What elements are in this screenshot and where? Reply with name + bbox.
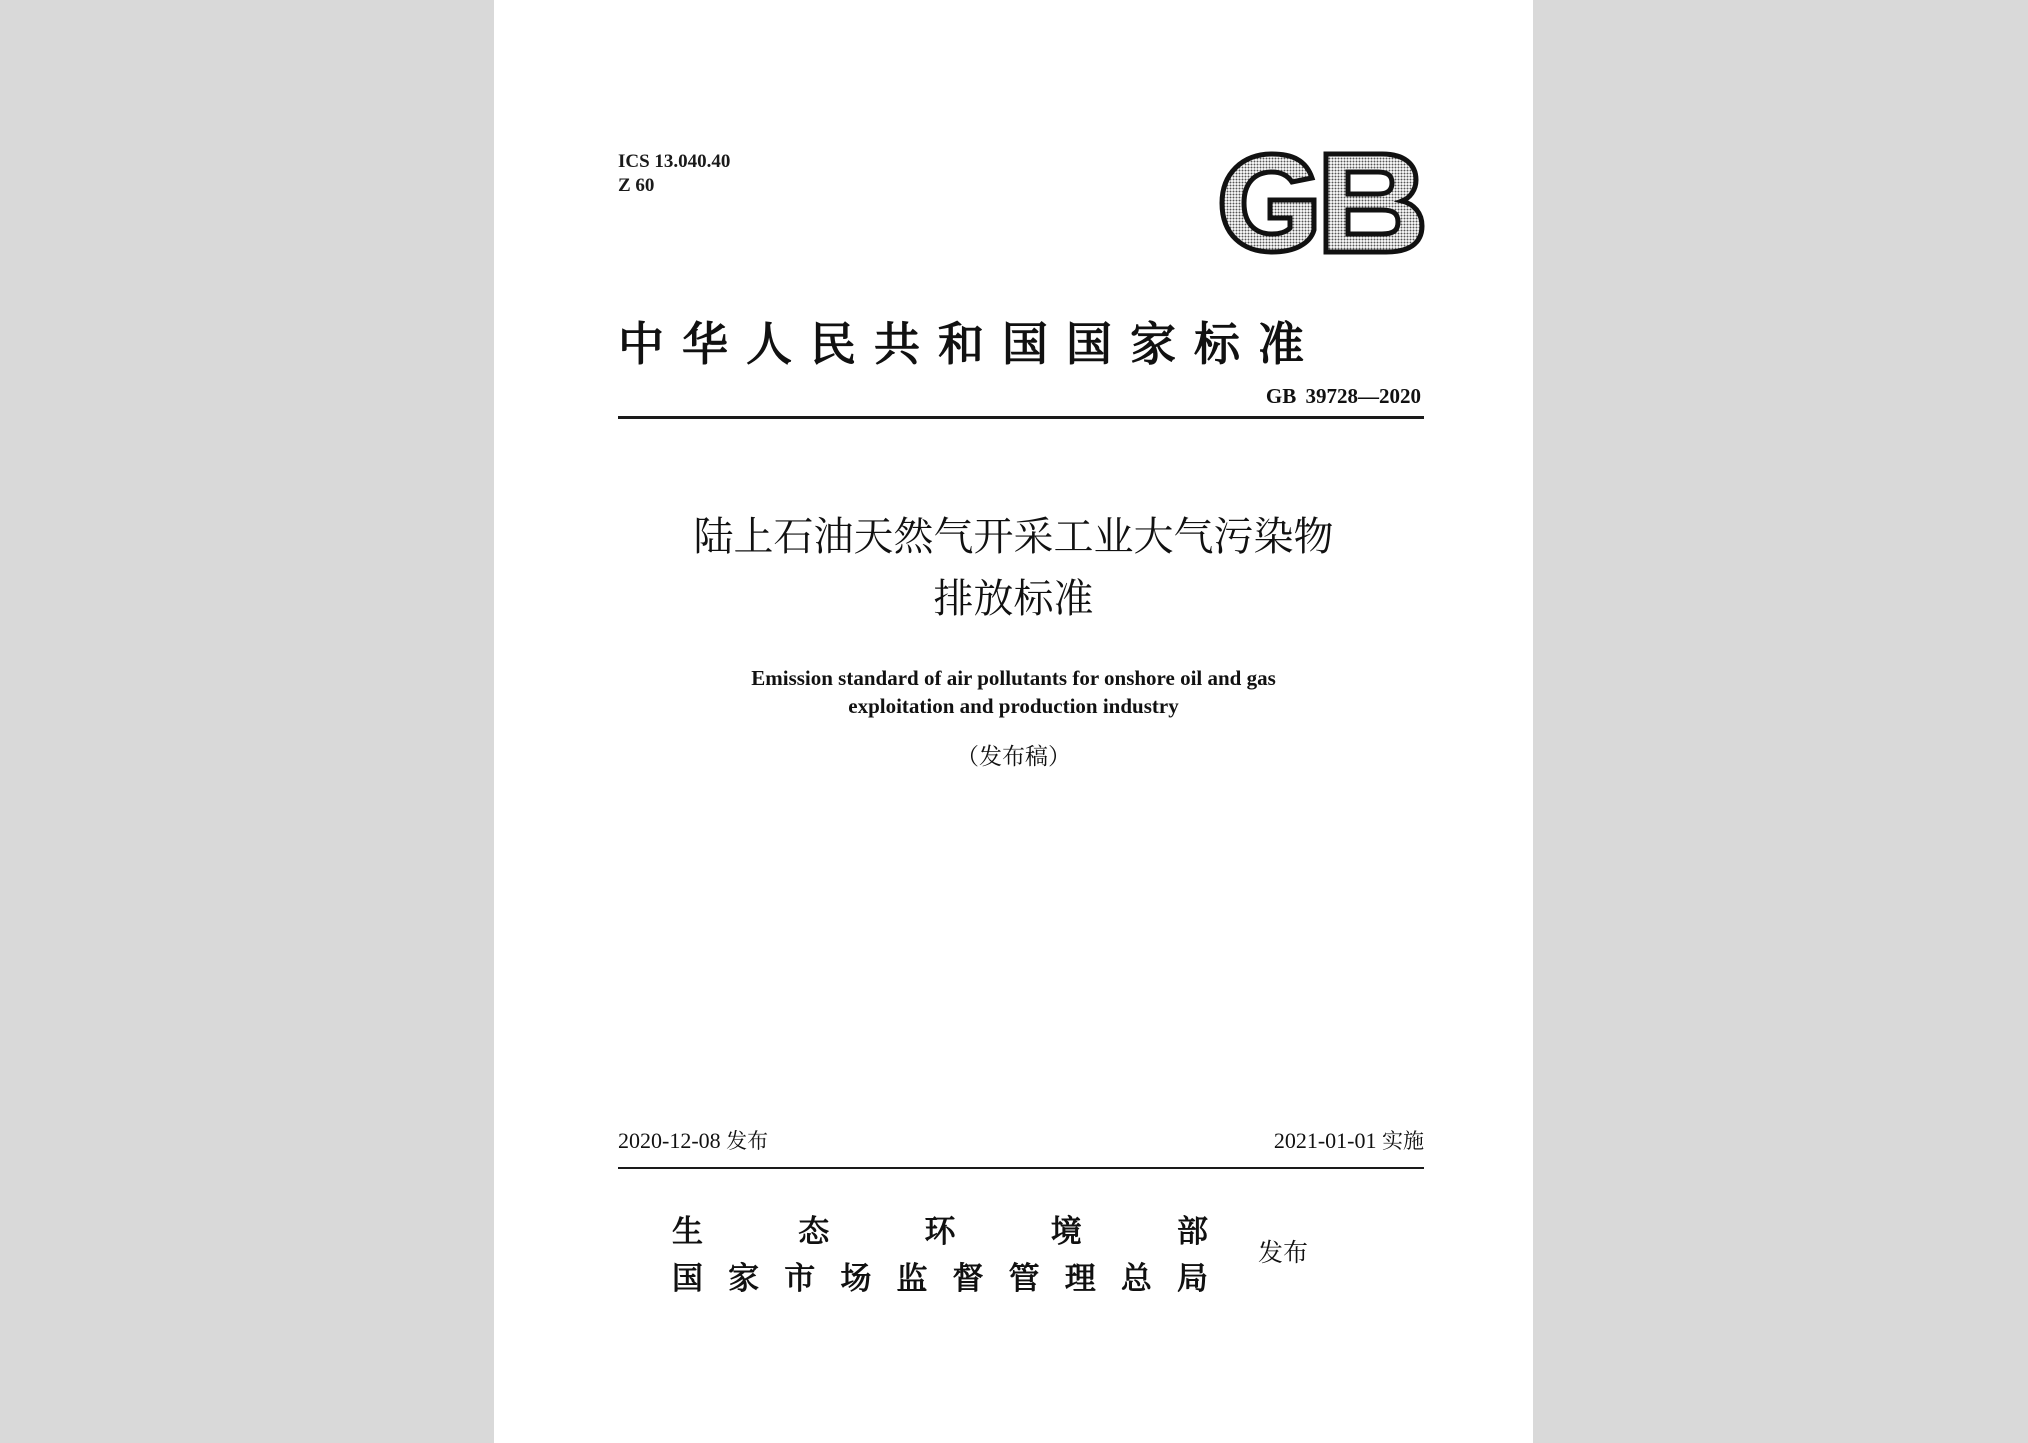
issuer-org-1-char: 态 (798, 1214, 830, 1250)
issuer-org-2-char: 总 (1120, 1261, 1152, 1297)
issuer-org-1-char: 生 (672, 1214, 703, 1250)
chinese-title-line-1: 陆上石油天然气开采工业大气污染物 (693, 514, 1334, 560)
issuer-org-1-char: 环 (924, 1214, 956, 1250)
ccs-code: Z 60 (618, 175, 655, 196)
english-title (494, 664, 1533, 720)
issuer-org-2-char: 国 (672, 1261, 703, 1297)
issue-date: 2020-12-08 (618, 1128, 721, 1153)
top-divider (618, 416, 1424, 419)
issue-label: 发布 (726, 1129, 769, 1153)
standard-code: GB 39728—2020 (1265, 384, 1421, 408)
issuer-org-2-char: 理 (1064, 1261, 1096, 1297)
gb-logo-icon (1214, 148, 1426, 258)
issue-date-block (618, 1126, 768, 1156)
document-page (494, 0, 1533, 1443)
issuer-org-2-char: 家 (728, 1261, 760, 1297)
issuer-org-2-char: 督 (952, 1261, 984, 1297)
classification-codes (618, 150, 730, 198)
issuer-org-2-char: 管 (1008, 1261, 1040, 1297)
effective-date-block (1274, 1126, 1424, 1156)
chinese-title-line-2: 排放标准 (933, 576, 1094, 622)
effective-date: 2021-01-01 (1273, 1128, 1377, 1153)
issuer-org-2-char: 市 (784, 1261, 816, 1297)
issuer-org-2-char: 局 (1176, 1261, 1208, 1297)
draft-status: （发布稿） (956, 744, 1071, 770)
effective-label: 实施 (1382, 1129, 1424, 1153)
issuer-org-1 (672, 1211, 1208, 1253)
issuer-org-2-char: 监 (896, 1261, 928, 1297)
issuer-org-2 (672, 1258, 1208, 1300)
issuer-org-1-char: 境 (1050, 1214, 1082, 1250)
national-standard-heading: 中华人民共和国国家标准 (618, 317, 1322, 371)
issuer-org-2-char: 场 (840, 1261, 872, 1297)
english-title-line-1: Emission standard of air pollutants for onshore oil and gas (751, 666, 1276, 690)
chinese-title (494, 506, 1533, 630)
bottom-divider (618, 1167, 1424, 1169)
issuer-org-1-char: 部 (1177, 1214, 1208, 1250)
english-title-line-2: exploitation and production industry (848, 694, 1179, 718)
issuer-verb: 发布 (1258, 1238, 1309, 1267)
ics-code: ICS 13.040.40 (618, 151, 731, 172)
